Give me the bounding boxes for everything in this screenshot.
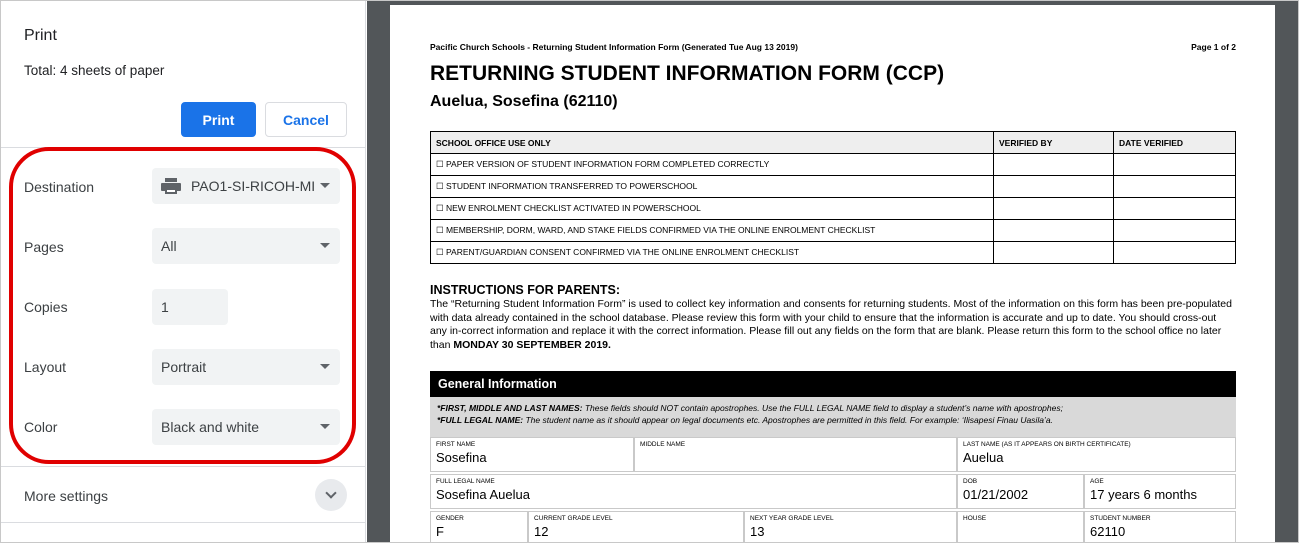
chevron-down-icon: [320, 424, 330, 429]
form-title: RETURNING STUDENT INFORMATION FORM (CCP): [430, 62, 945, 85]
color-value: Black and white: [161, 419, 260, 435]
table-cell: ☐ STUDENT INFORMATION TRANSFERRED TO POWERSCHOOL: [431, 176, 994, 198]
chevron-down-icon: [320, 183, 330, 188]
first-name-field: [430, 437, 634, 472]
field-label: STUDENT NUMBER: [1090, 515, 1151, 522]
table-row: [431, 242, 1236, 264]
table-cell: ☐ PARENT/GUARDIAN CONSENT CONFIRMED VIA THE ONLINE ENROLMENT CHECKLIST: [431, 242, 994, 264]
layout-value: Portrait: [161, 359, 207, 375]
cancel-button[interactable]: Cancel: [265, 102, 347, 137]
print-preview-area[interactable]: [367, 1, 1299, 543]
field-value: Sosefina: [436, 450, 487, 465]
table-row: [431, 220, 1236, 242]
table-cell: [994, 242, 1114, 264]
gender-field: [430, 511, 528, 543]
table-cell: ☐ PAPER VERSION OF STUDENT INFORMATION FORM COMPLETED CORRECTLY: [431, 154, 994, 176]
next-grade-field: [744, 511, 957, 543]
panel-title: Print: [24, 27, 57, 44]
note-label: *FIRST, MIDDLE AND LAST NAMES:: [437, 403, 583, 413]
printer-icon: [161, 178, 181, 194]
note-text: These fields should NOT contain apostrophes. Use the FULL LEGAL NAME field to display a student’s name with apostrophes;: [582, 403, 1063, 413]
chevron-down-icon: [320, 364, 330, 369]
field-value: 17 years 6 months: [1090, 487, 1197, 502]
field-label: MIDDLE NAME: [640, 441, 686, 448]
table-cell: ☐ NEW ENROLMENT CHECKLIST ACTIVATED IN POWERSCHOOL: [431, 198, 994, 220]
table-cell: [1114, 154, 1236, 176]
pages-value: All: [161, 238, 177, 254]
note-label: *FULL LEGAL NAME:: [437, 415, 524, 425]
divider: [1, 522, 366, 523]
house-field: [957, 511, 1084, 543]
table-cell: [994, 176, 1114, 198]
field-value: Sosefina Auelua: [436, 487, 530, 502]
table-header: VERIFIED BY: [994, 132, 1114, 154]
table-cell: [994, 198, 1114, 220]
instructions-body: The “Returning Student Information Form” is used to collect key information and consents for returning students. Most of the information on this form has been pre-populated with data already contained in the school database. Please review this form with your child to ensure that the information is accurate and up to date. You should cross-out any in-correct information and replace it with the correct information. Please fill out any fields on the form that are blank. Please return this form to the school office no later than: [430, 298, 1232, 351]
field-label: CURRENT GRADE LEVEL: [534, 515, 613, 522]
field-label: DOB: [963, 478, 978, 485]
field-value: 62110: [1090, 524, 1126, 539]
field-value: F: [436, 524, 444, 539]
table-cell: [1114, 176, 1236, 198]
instructions-heading: INSTRUCTIONS FOR PARENTS:: [430, 283, 621, 297]
table-cell: ☐ MEMBERSHIP, DORM, WARD, AND STAKE FIELDS CONFIRMED VIA THE ONLINE ENROLMENT CHECKLIST: [431, 220, 994, 242]
copies-label: Copies: [24, 299, 68, 315]
page-number: Page 1 of 2: [1191, 42, 1236, 52]
field-label: LAST NAME (AS IT APPEARS ON BIRTH CERTIFICATE): [963, 441, 1131, 448]
field-value: Auelua: [963, 450, 1004, 465]
table-cell: [994, 154, 1114, 176]
table-header: DATE VERIFIED: [1114, 132, 1236, 154]
expand-more-settings-button[interactable]: [315, 479, 347, 511]
layout-label: Layout: [24, 359, 67, 375]
office-use-table: [430, 131, 1236, 264]
table-header: SCHOOL OFFICE USE ONLY: [431, 132, 994, 154]
current-grade-field: [528, 511, 744, 543]
field-value: 12: [534, 524, 549, 539]
table-cell: [1114, 242, 1236, 264]
field-value: 01/21/2002: [963, 487, 1029, 502]
last-name-field: [957, 437, 1236, 472]
dob-field: [957, 474, 1084, 509]
pages-label: Pages: [24, 239, 64, 255]
instructions-text: [430, 298, 1236, 352]
note-text: The student name as it should appear on legal documents etc. Apostrophes are permitted in this field. For example: ‘Ilisapesi Finau Uasila’a.: [523, 415, 1053, 425]
age-field: [1084, 474, 1236, 509]
sheet-total: Total: 4 sheets of paper: [24, 63, 165, 78]
general-information-header: General Information: [430, 371, 1236, 397]
student-name-heading: Auelua, Sosefina (62110): [430, 93, 618, 110]
student-number-field: [1084, 511, 1236, 543]
table-cell: [1114, 220, 1236, 242]
table-cell: [1114, 198, 1236, 220]
field-label: AGE: [1090, 478, 1104, 485]
field-label: HOUSE: [963, 515, 987, 522]
name-field-note: [430, 397, 1236, 437]
document-header: Pacific Church Schools - Returning Student Information Form (Generated Tue Aug 13 2019): [430, 42, 798, 52]
pages-select[interactable]: [152, 228, 340, 264]
print-button[interactable]: Print: [181, 102, 256, 137]
table-row: [431, 198, 1236, 220]
destination-value: PAO1-SI-RICOH-MI: [191, 178, 316, 194]
field-label: NEXT YEAR GRADE LEVEL: [750, 515, 834, 522]
table-cell: [994, 220, 1114, 242]
full-legal-name-field: [430, 474, 957, 509]
table-header-row: [431, 132, 1236, 154]
middle-name-field: [634, 437, 957, 472]
field-label: FULL LEGAL NAME: [436, 478, 495, 485]
field-value: 13: [750, 524, 765, 539]
divider: [1, 466, 366, 467]
divider: [1, 147, 366, 148]
field-label: FIRST NAME: [436, 441, 476, 448]
more-settings-label[interactable]: More settings: [24, 488, 109, 504]
copies-input[interactable]: 1: [152, 289, 228, 325]
table-row: [431, 176, 1236, 198]
chevron-down-icon: [325, 487, 336, 498]
instructions-deadline: MONDAY 30 SEPTEMBER 2019.: [453, 338, 611, 351]
layout-select[interactable]: [152, 349, 340, 385]
print-settings-panel: [1, 1, 366, 543]
destination-select[interactable]: [152, 168, 340, 204]
chevron-down-icon: [320, 243, 330, 248]
table-row: [431, 154, 1236, 176]
destination-label: Destination: [24, 179, 95, 195]
preview-page: [390, 5, 1275, 543]
color-label: Color: [24, 419, 58, 435]
color-select[interactable]: [152, 409, 340, 445]
field-label: GENDER: [436, 515, 464, 522]
